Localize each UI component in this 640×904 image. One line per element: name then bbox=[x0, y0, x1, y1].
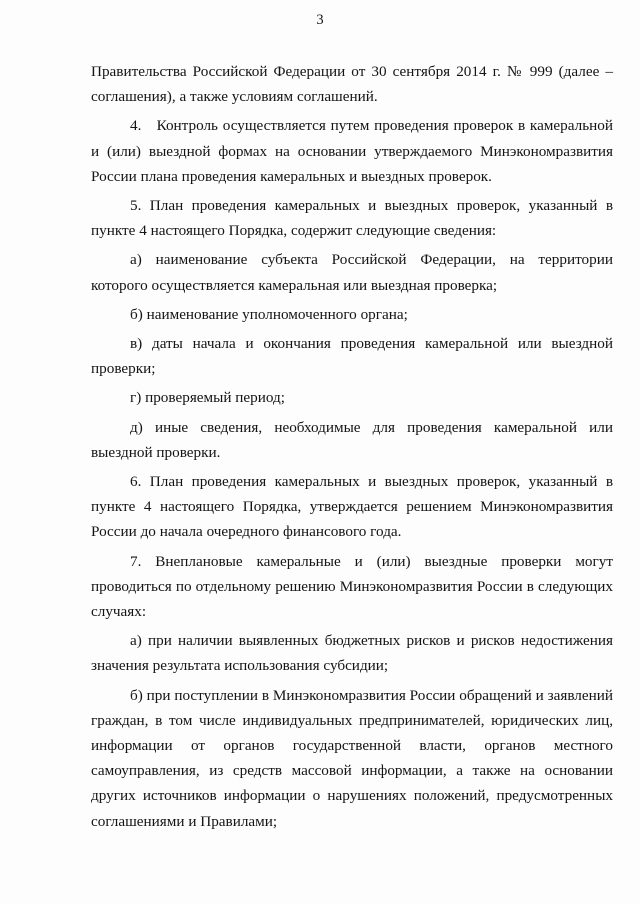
paragraph-item-4: 4. Контроль осуществляется путем проведения проверок в камеральной и (или) выездной формах на основании утверждаемого Минэкономразвития России плана проведения камеральных и выездных проверок. bbox=[91, 117, 613, 185]
document-body bbox=[91, 59, 613, 838]
paragraph-item-7: 7. Внеплановые камеральные и (или) выездные проверки могут проводиться по отдельному решению Минэкономразвития России в следующих случаях: bbox=[91, 552, 613, 621]
paragraph-item-5: 5. План проведения камеральных и выездных проверок, указанный в пункте 4 настоящего Порядка, содержит следующие сведения: bbox=[91, 197, 613, 240]
paragraph-item-5v: в) даты начала и окончания проведения камеральной или выездной проверки; bbox=[91, 335, 613, 378]
paragraph-continuation: Правительства Российской Федерации от 30 сентября 2014 г. № 999 (далее – соглашения), а также условиям соглашений. bbox=[91, 63, 613, 106]
paragraph-item-7b: б) при поступлении в Минэкономразвития России обращений и заявлений граждан, в том числе индивидуальных предпринимателей, юридических лиц, информации от органов государственной власти, органов местного самоуправления, из средств массовой информации, а также на основании других источников информации о нарушениях положений, предусмотренных соглашениями и Правилами; bbox=[91, 686, 613, 830]
paragraph-item-5d: д) иные сведения, необходимые для проведения камеральной или выездной проверки. bbox=[91, 418, 613, 461]
paragraph-item-5a: а) наименование субъекта Российской Федерации, на территории которого осуществляется камеральная или выездная проверка; bbox=[91, 251, 613, 294]
page-number: 3 bbox=[316, 12, 324, 28]
paragraph-item-5b: б) наименование уполномоченного органа; bbox=[130, 305, 408, 323]
paragraph-item-6: 6. План проведения камеральных и выездных проверок, указанный в пункте 4 настоящего Порядка, утверждается решением Минэкономразвития России до начала очередного финансового года. bbox=[91, 473, 613, 541]
paragraph-item-7a: а) при наличии выявленных бюджетных рисков и рисков недостижения значения результата использования субсидии; bbox=[91, 632, 613, 675]
paragraph-item-5g: г) проверяемый период; bbox=[130, 389, 285, 407]
